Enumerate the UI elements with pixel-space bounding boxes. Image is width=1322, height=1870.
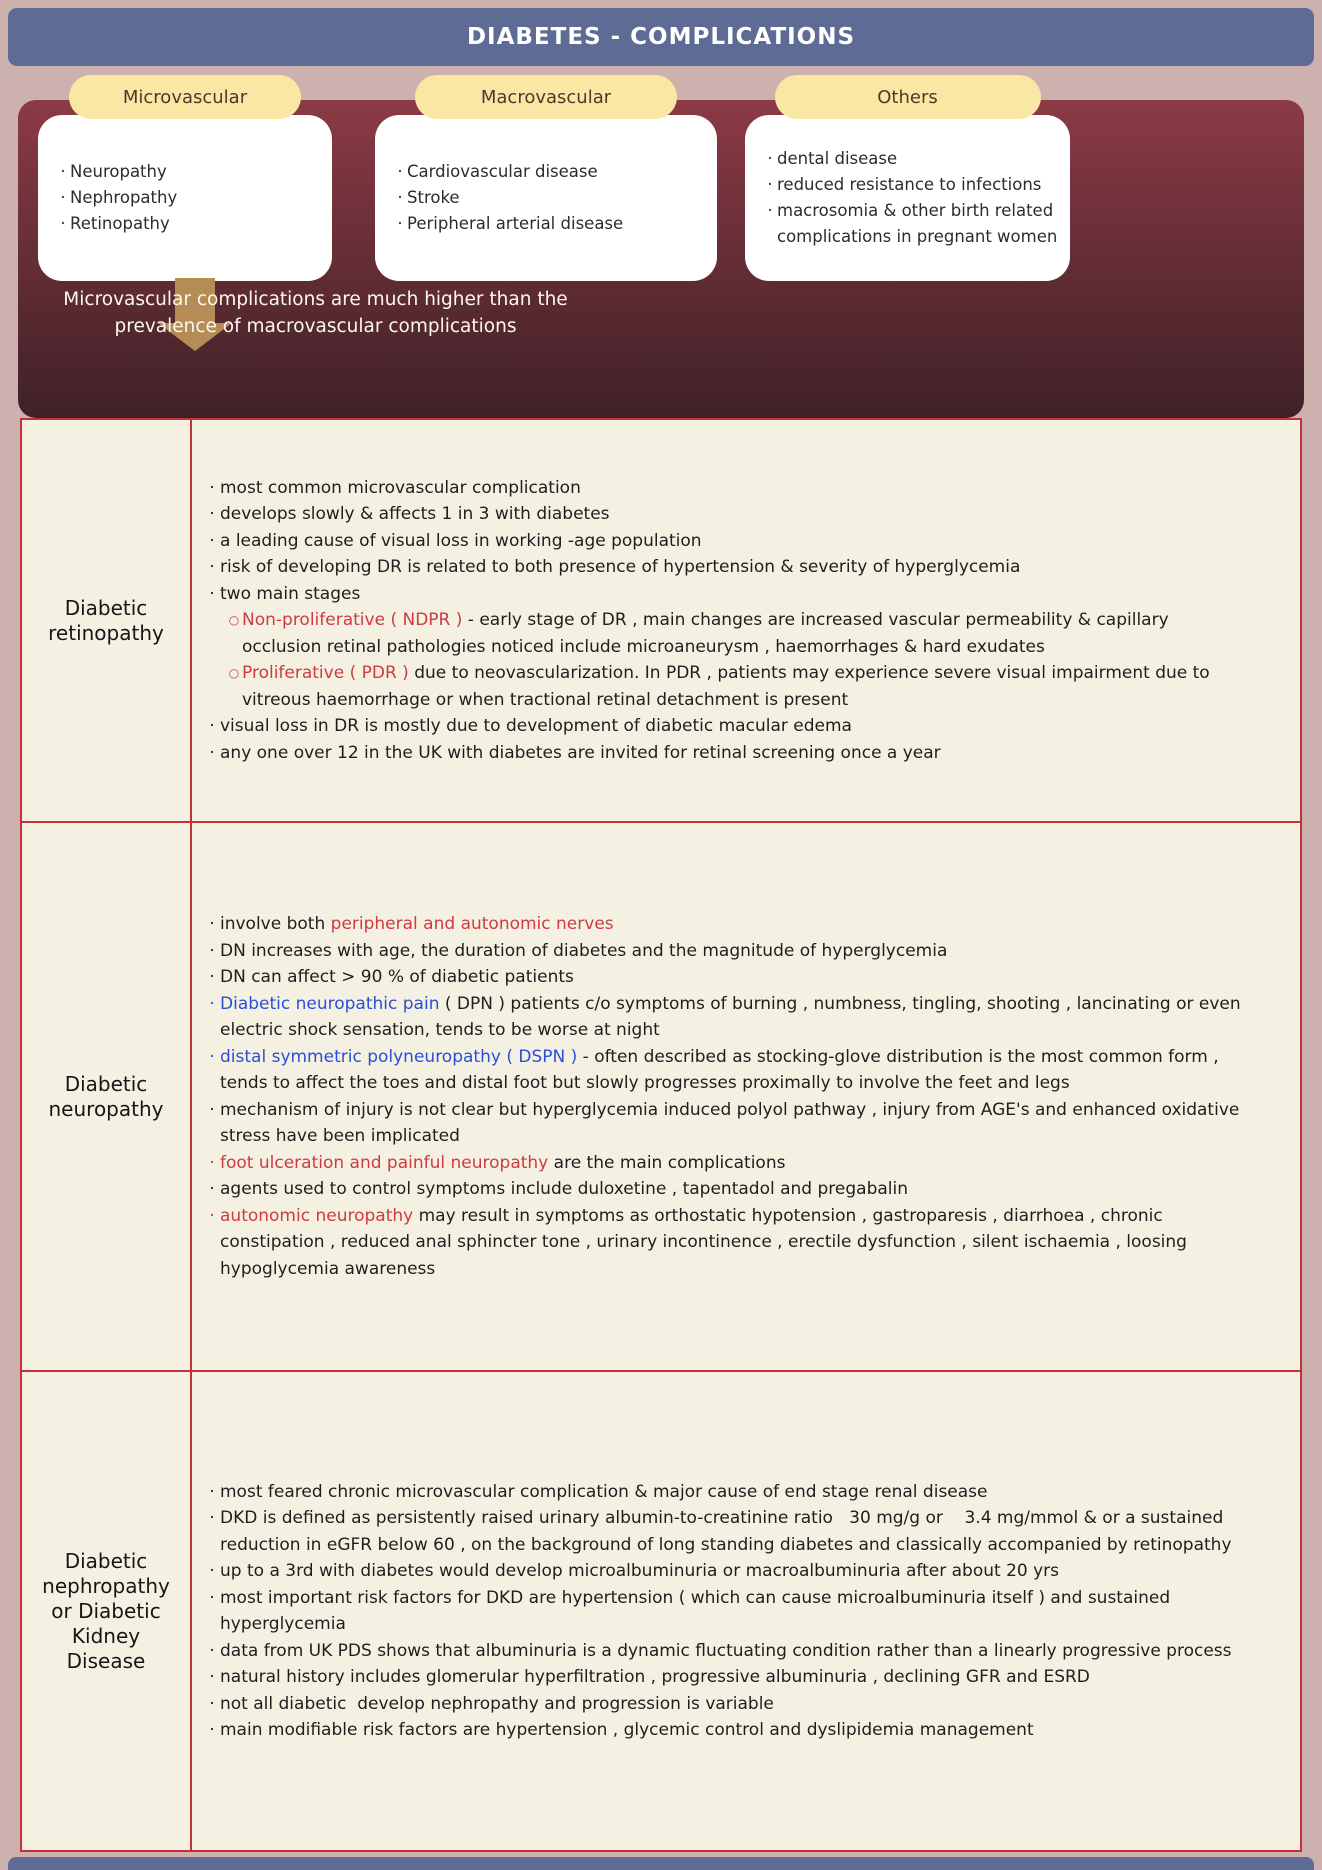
bullet-text-segment: autonomic neuropathy [220, 1205, 419, 1226]
bullet-text [220, 1717, 1034, 1744]
bullet-text-segment: most common microvascular complication [220, 477, 581, 498]
bullet-text-segment: involve both [220, 914, 331, 934]
bullet-icon: · [209, 993, 215, 1014]
complications-table [20, 418, 1302, 1852]
category-item [763, 198, 1064, 250]
bullet-icon: ○ [228, 666, 240, 681]
bullet-text [220, 1044, 1244, 1097]
bullet-icon: · [60, 188, 66, 207]
bullet-text-segment: DN increases with age, the duration of diabetes and the magnitude of hyperglycemia [220, 940, 948, 961]
bullet-item [204, 1479, 1244, 1506]
prevalence-note-line1: Microvascular complications are much higher than the [63, 289, 568, 310]
bullet-icon: · [209, 1481, 215, 1502]
bullet-icon: · [209, 940, 215, 961]
category-card [745, 115, 1070, 281]
bullet-text-segment: natural history includes glomerular hyperfiltration , progressive albuminuria , declining GFR and ESRD [220, 1667, 1090, 1687]
bullet-list [204, 475, 1244, 767]
bullet-text-segment: - early stage of DR , main changes are increased vascular permeability & capillary occlusion retinal pathologies noticed include microaneurysm , haemorrhages & hard exudates [242, 610, 1169, 657]
category-item [393, 159, 711, 185]
category-item [393, 185, 711, 211]
table-row [22, 1370, 1300, 1850]
bullet-item [204, 1717, 1244, 1744]
category-item-text: Peripheral arterial disease [407, 214, 624, 233]
bullet-item [204, 1176, 1244, 1203]
table-row [22, 821, 1300, 1370]
bullet-text [220, 501, 610, 528]
bullet-text-segment: due to neovascularization. In PDR , patients may experience severe visual impairment due to vitreous haemorrhage or when tractional retinal detachment is present [242, 663, 1210, 710]
bullet-text-segment: peripheral and autonomic nerves [330, 914, 614, 934]
bullet-text-segment: foot ulceration and painful neuropathy [220, 1152, 554, 1173]
category-column [38, 75, 332, 281]
bullet-item [204, 1150, 1244, 1177]
bullet-item [204, 740, 1244, 767]
bullet-text-segment: ( DPN ) patients c/o symptoms of burning , numbness, tingling, shooting , lancinating or even electric shock sensation, tends to be worse at night [220, 993, 1241, 1040]
bullet-text-segment: DKD is defined as persistently raised urinary albumin-to-creatinine ratio 30 mg/g or 3.4 mg/mmol & or a sustained reduction in eGFR below 60 , on the background of long standing diabetes and classically accompanied by retinopathy [220, 1508, 1232, 1555]
bullet-item [204, 1097, 1244, 1150]
bullet-item [204, 1664, 1244, 1691]
bullet-icon: · [209, 1667, 215, 1687]
bullet-text [220, 1097, 1244, 1150]
bullet-text-segment: any one over 12 in the UK with diabetes are invited for retinal screening once a year [220, 742, 941, 763]
bullet-icon: · [767, 175, 773, 194]
bullet-text-segment: risk of developing DR is related to both presence of hypertension & severity of hyperglycemia [220, 557, 1021, 578]
bullet-icon: · [209, 477, 215, 498]
category-item-text: dental disease [777, 149, 898, 168]
row-content [192, 823, 1300, 1370]
bullet-text [220, 740, 941, 767]
bullet-text [242, 607, 1244, 660]
complications-overview-panel [18, 86, 1304, 418]
row-content [192, 1372, 1300, 1850]
category-column [375, 75, 717, 281]
bullet-text [220, 713, 852, 740]
bullet-icon: · [209, 1587, 215, 1608]
bullet-item [204, 475, 1244, 502]
category-card [375, 115, 717, 281]
bullet-item [204, 581, 1244, 608]
bullet-text [220, 554, 1020, 581]
bullet-text-segment: not all diabetic develop nephropathy and progression is variable [220, 1693, 774, 1714]
bullet-text [220, 1638, 1232, 1665]
bullet-icon: · [209, 1693, 215, 1714]
category-columns [18, 75, 1304, 281]
bullet-text [220, 528, 702, 555]
bullet-icon: · [209, 1152, 215, 1173]
bullet-text-segment: DN can affect > 90 % of diabetic patients [220, 967, 574, 987]
bullet-icon: · [397, 162, 403, 181]
category-item-text: Cardiovascular disease [407, 162, 598, 181]
row-label: Diabetic nephropathy or Diabetic Kidney Disease [22, 1372, 192, 1850]
row-label: Diabetic retinopathy [22, 420, 192, 821]
bullet-text [220, 964, 574, 991]
bullet-icon: · [767, 201, 773, 220]
bullet-item [204, 964, 1244, 991]
bullet-item [204, 1638, 1244, 1665]
row-label: Diabetic neuropathy [22, 823, 192, 1370]
bullet-text-segment: main modifiable risk factors are hypertension , glycemic control and dyslipidemia management [220, 1720, 1034, 1740]
prevalence-note-line2: prevalence of macrovascular complications [114, 316, 517, 337]
category-card [38, 115, 332, 281]
category-item [56, 185, 326, 211]
bullet-icon: · [209, 1508, 215, 1528]
bullet-text [220, 1664, 1090, 1691]
bullet-text-segment: up to a 3rd with diabetes would develop microalbuminuria or macroalbuminuria after about 20 yrs [220, 1561, 1060, 1581]
bullet-icon: · [209, 583, 215, 604]
bullet-text [220, 1691, 774, 1718]
category-item-text: Neuropathy [70, 162, 167, 181]
bullet-item [204, 1691, 1244, 1718]
bullet-list [204, 1479, 1244, 1744]
bullet-item [204, 528, 1244, 555]
bullet-text-segment: are the main complications [553, 1152, 786, 1173]
bullet-text [220, 1150, 785, 1177]
bullet-item [204, 911, 1244, 938]
category-pill: Macrovascular [415, 75, 677, 119]
bullet-text-segment: two main stages [220, 583, 361, 604]
bullet-text-segment: - often described as stocking-glove distribution is the most common form , tends to affect the toes and distal foot but slowly progresses proximally to involve the feet and legs [220, 1046, 1219, 1093]
bullet-item [226, 660, 1244, 713]
category-item-list [393, 159, 711, 237]
bullet-text [220, 938, 947, 965]
bullet-icon: · [60, 162, 66, 181]
bullet-icon: · [209, 1205, 215, 1226]
bullet-text-segment: most important risk factors for DKD are hypertension ( which can cause microalbuminuria itself ) and sustained hyperglycemia [220, 1587, 1171, 1634]
bullet-icon: · [209, 1561, 215, 1581]
bullet-text [220, 991, 1244, 1044]
category-pill: Microvascular [69, 75, 301, 119]
bullet-icon: · [209, 1640, 215, 1661]
bullet-item [204, 713, 1244, 740]
bullet-icon: · [209, 557, 215, 578]
bullet-icon: · [209, 716, 215, 737]
category-item [393, 211, 711, 237]
category-item [763, 146, 1064, 172]
category-item-text: Retinopathy [70, 214, 170, 233]
row-content [192, 420, 1300, 821]
bullet-icon: · [397, 188, 403, 207]
bullet-item [204, 1044, 1244, 1097]
bullet-icon: · [209, 1720, 215, 1740]
category-item [763, 172, 1064, 198]
page-title: DIABETES - COMPLICATIONS [466, 24, 856, 50]
category-item [56, 159, 326, 185]
bullet-icon: · [209, 914, 215, 934]
bullet-text-segment: a leading cause of visual loss in working -age population [220, 530, 702, 551]
bullet-text-segment: Proliferative ( PDR ) [242, 663, 415, 684]
bullet-item [204, 991, 1244, 1044]
category-column [745, 75, 1070, 281]
category-item [56, 211, 326, 237]
bullet-icon: ○ [228, 613, 240, 628]
bullet-text [220, 1479, 988, 1506]
bullet-icon: · [209, 1099, 215, 1120]
bullet-text [242, 660, 1244, 713]
bullet-text-segment: data from UK PDS shows that albuminuria is a dynamic fluctuating condition rather than a linearly progressive process [220, 1640, 1232, 1661]
bullet-text-segment: develops slowly & affects 1 in 3 with diabetes [220, 504, 610, 525]
bullet-item [204, 1203, 1244, 1283]
bullet-text-segment: Non-proliferative ( NDPR ) [242, 610, 468, 631]
title-bar [8, 8, 1314, 66]
bottom-bar [8, 1857, 1314, 1870]
bullet-icon: · [767, 149, 773, 168]
bullet-text [220, 911, 614, 938]
bullet-icon: · [209, 967, 215, 987]
bullet-icon: · [209, 504, 215, 525]
bullet-list [204, 911, 1244, 1282]
bullet-text-segment: mechanism of injury is not clear but hyperglycemia induced polyol pathway , injury from AGE's and enhanced oxidative stress have been implicated [220, 1099, 1240, 1146]
table-row [22, 420, 1300, 821]
bullet-text-segment: agents used to control symptoms include duloxetine , tapentadol and pregabalin [220, 1179, 909, 1199]
bullet-text-segment: visual loss in DR is mostly due to development of diabetic macular edema [220, 716, 852, 737]
category-pill: Others [775, 75, 1041, 119]
bullet-text [220, 1176, 908, 1203]
bullet-icon: · [209, 1046, 215, 1067]
bullet-icon: · [209, 1179, 215, 1199]
bullet-text-segment: most feared chronic microvascular complication & major cause of end stage renal disease [220, 1481, 988, 1502]
category-item-text: macrosomia & other birth related complications in pregnant women [777, 201, 1058, 246]
bullet-icon: · [209, 742, 215, 763]
bullet-text [220, 581, 360, 608]
bullet-item [204, 1558, 1244, 1585]
category-item-list [56, 159, 326, 237]
bullet-text [220, 1585, 1244, 1638]
bullet-icon: · [397, 214, 403, 233]
bullet-text-segment: may result in symptoms as orthostatic hypotension , gastroparesis , diarrhoea , chronic constipation , reduced anal sphincter tone , urinary incontinence , erectile dysfunction , silent ischaemia , loosing hypoglycemia awareness [220, 1205, 1187, 1279]
bullet-icon: · [60, 214, 66, 233]
bullet-text-segment: Diabetic neuropathic pain [220, 993, 445, 1014]
bullet-text [220, 475, 581, 502]
bullet-text [220, 1203, 1244, 1283]
bullet-item [204, 554, 1244, 581]
category-item-text: Stroke [407, 188, 460, 207]
bullet-icon: · [209, 530, 215, 551]
category-item-text: reduced resistance to infections [777, 175, 1042, 194]
bullet-item [204, 938, 1244, 965]
bullet-text [220, 1558, 1059, 1585]
bullet-item [204, 1505, 1244, 1558]
bullet-item [226, 607, 1244, 660]
bullet-item [204, 1585, 1244, 1638]
bullet-item [204, 501, 1244, 528]
bullet-text [220, 1505, 1244, 1558]
prevalence-note [43, 286, 588, 340]
category-item-text: Nephropathy [70, 188, 178, 207]
bullet-text-segment: distal symmetric polyneuropathy ( DSPN ) [220, 1046, 583, 1067]
category-item-list [763, 146, 1064, 250]
